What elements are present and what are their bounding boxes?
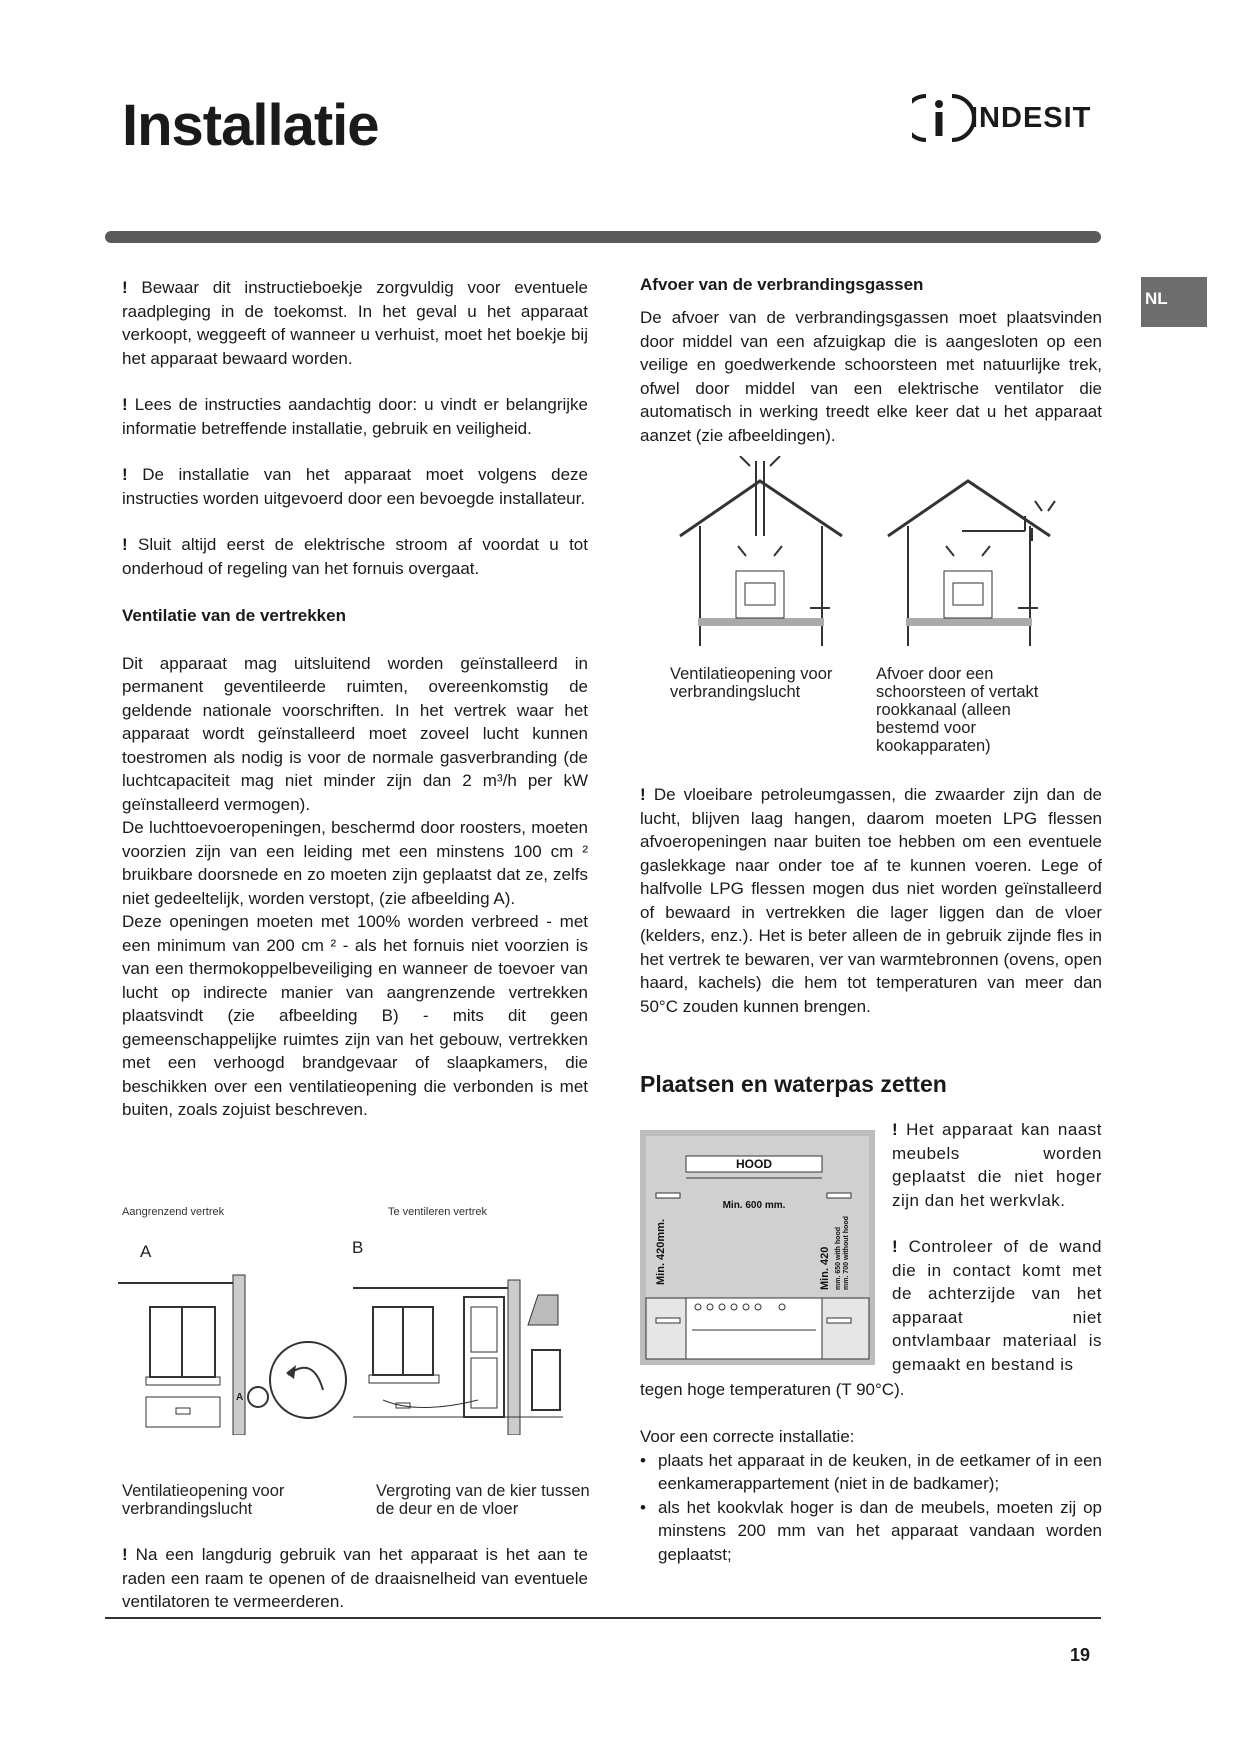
svg-text:Min. 600 mm.: Min. 600 mm. — [722, 1200, 786, 1211]
exhaust-heading: Afvoer van de verbrandingsgassen — [640, 275, 924, 294]
caption-b: Vergroting van de kier tussen de deur en de vloer — [376, 1482, 590, 1518]
figure-b-label: B — [352, 1238, 364, 1257]
note-1: ! Bewaar dit instructieboekje zorgvuldig voor eventuele raadpleging in de toekomst. In het geval u het apparaat verkoopt, weggeeft of wanneer u verhuist, moet het boekje bij het apparaat bewaard worden. — [122, 278, 588, 368]
label-room-to-ventilate: Te ventileren vertrek — [388, 1206, 488, 1218]
page-title: Installatie — [122, 93, 379, 158]
svg-text:mm. 650 with hood: mm. 650 with hood — [835, 1226, 842, 1290]
ventilation-text-2: De luchttoevoeropeningen, beschermd door roosters, moeten voorzien zijn van een leiding met een minstens 100 cm ² bruikbare doorsnede en zo moeten zijn geplaatst dat ze, zelfs niet gedeeltelijk, worden verstopt, (zie afbeelding A). — [122, 818, 588, 908]
install-list — [640, 1425, 1102, 1566]
language-tab: NL — [1141, 277, 1207, 327]
list-item: • plaats het apparaat in de keuken, in de eetkamer of in een eenkamerappartement (niet in de badkamer); — [658, 1449, 1102, 1496]
svg-text:mm. 700 without hood: mm. 700 without hood — [843, 1216, 850, 1290]
note-2: ! Lees de instructies aandachtig door: u vindt er belangrijke informatie betreffende installatie, gebruik en veiligheid. — [122, 395, 588, 438]
placement-notes: ! Het apparaat kan naast meubels worden geplaatst die niet hoger zijn dan het werkvlak. ! Controleer of de wand die in contact komt met de achterzijde van het apparaat niet ontvlambaar materiaal is gemaakt en bestand is — [892, 1120, 1103, 1374]
brand-logo — [912, 88, 1102, 148]
list-item: • als het kookvlak hoger is dan de meubels, moeten zij op minstens 200 mm van het apparaat vandaan worden geplaatst; — [658, 1496, 1102, 1567]
left-column — [122, 276, 588, 1122]
ventilation-text-3: Deze openingen moeten met 100% worden verbreed - met een minimum van 200 cm ² - als het fornuis niet voorzien is van een thermokoppelbeveiliging en wanneer de toevoer van lucht op indirecte manier van aangrenzende vertrekken plaatsvindt (zie afbeelding B) - mits dit geen gemeenschappelijke ruimtes zijn van het gebouw, vertrekken met een verhoogd brandgevaar of slaapkamers, die beschikken over een ventilatieopening die verbonden is met buiten, zoals zojuist beschreven. — [122, 912, 588, 1119]
svg-text:Min. 420: Min. 420 — [819, 1246, 831, 1290]
exhaust-text: De afvoer van de verbrandingsgassen moet plaatsvinden door middel van een afzuigkap die is aangesloten op een veilige en goedwerkende schoorsteen met natuurlijke trek, ofwel door middel van een elektrische ventilator die automatisch in werking treedt elke keer dat u het apparaat aanzet (zie afbeeldingen). — [640, 308, 1102, 445]
final-note: ! Na een langdurig gebruik van het apparaat is het aan te raden een raam te openen of de draaisnelheid van eventuele ventilatoren te vermeerderen. — [122, 1545, 588, 1611]
exhaust-figure — [670, 456, 1070, 666]
note-3: ! De installatie van het apparaat moet volgens deze instructies worden uitgevoerd door een bevoegde installateur. — [122, 465, 588, 508]
lpg-note: ! De vloeibare petroleumgassen, die zwaarder zijn dan de lucht, blijven laag hangen, daarom moeten LPG flessen afvoeropeningen naar buiten toe hebben om een eventuele gaslekkage naar onder toe af te kunnen voeren. Lege of halfvolle LPG flessen mogen dus niet worden geïnstalleerd of bewaard in vertrekken die lager liggen dan de vloer (kelders, enz.). Het is beter alleen de in gebruik zijnde fles in het vertrek te bewaren, ver van warmtebronnen (ovens, open haard, kachels) die hem tot temperaturen van meer dan 50°C zouden kunnen brengen. — [640, 785, 1102, 1016]
figure-a-small-label: A — [236, 1392, 244, 1403]
caption-exhaust-left: Ventilatieopening voor verbrandingslucht — [670, 665, 833, 701]
caption-a: Ventilatieopening voor verbrandingslucht — [122, 1482, 285, 1518]
note-4: ! Sluit altijd eerst de elektrische stroom af voordat u tot onderhoud of regeling van het fornuis overgaat. — [122, 535, 588, 578]
figure-a-label: A — [140, 1242, 152, 1261]
placement-heading: Plaatsen en waterpas zetten — [640, 1071, 947, 1097]
page-number: 19 — [1070, 1645, 1091, 1665]
header-divider — [105, 231, 1101, 243]
ventilation-heading: Ventilatie van de vertrekken — [122, 606, 346, 625]
placement-note-2-tail: tegen hoge temperaturen (T 90°C). — [640, 1380, 905, 1399]
caption-exhaust-right: Afvoer door een schoorsteen of vertakt rookkanaal (alleen bestemd voor kookapparaten) — [876, 665, 1039, 755]
svg-text:Min. 420mm.: Min. 420mm. — [655, 1218, 667, 1285]
brand-name: INDESIT — [970, 102, 1092, 134]
install-intro: Voor een correcte installatie: — [640, 1427, 855, 1446]
placement-diagram — [640, 1130, 875, 1365]
ventilation-figure — [118, 1225, 598, 1435]
label-adjacent-room: Aangrenzend vertrek — [122, 1206, 225, 1218]
footer-divider — [105, 1617, 1101, 1619]
ventilation-text-1: Dit apparaat mag uitsluitend worden geïnstalleerd in permanent geventileerde ruimten, overeenkomstig de geldende nationale voorschriften. In het vertrek waar het apparaat wordt geïnstalleerd moet zoveel lucht kunnen toestromen als nodig is voor de normale gasverbranding (de luchtcapaciteit mag niet minder zijn dan 2 m³/h per kW geïnstalleerd vermogen). — [122, 653, 588, 814]
svg-text:HOOD: HOOD — [736, 1157, 772, 1171]
